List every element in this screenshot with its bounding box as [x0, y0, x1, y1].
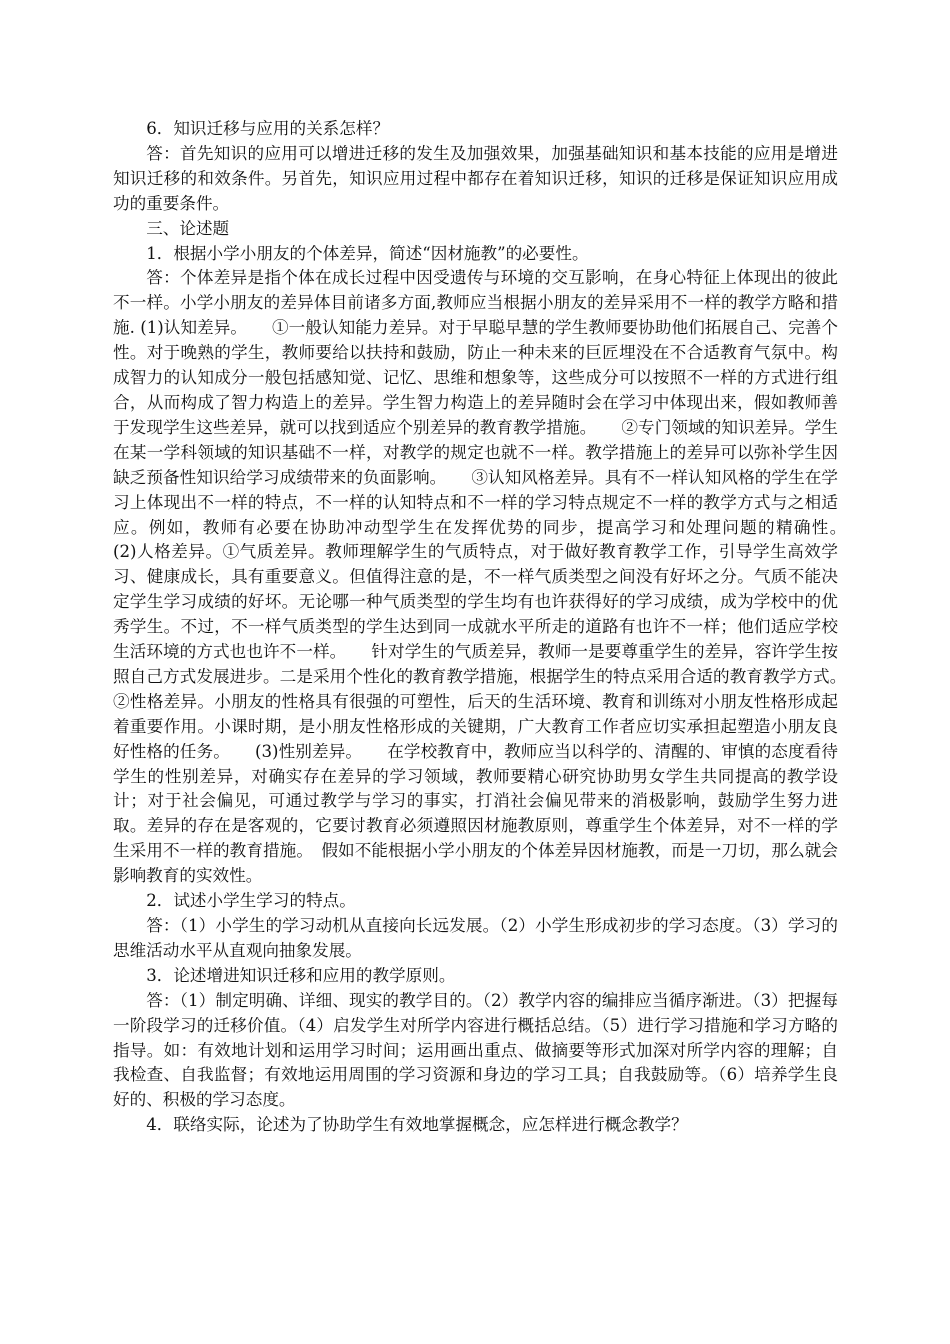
answer-6: 答：首先知识的应用可以增进迁移的发生及加强效果，加强基础知识和基本技能的应用是增进知识迁移的和效条件。另首先，知识应用过程中都存在着知识迁移，知识的迁移是保证知识应用成功的重要条件。	[113, 143, 838, 213]
essay-answer-3: 答：（1）制定明确、详细、现实的教学目的。（2）教学内容的编排应当循序渐进。（3）把握每一阶段学习的迁移价值。（4）启发学生对所学内容进行概括总结。（5）进行学习措施和学习方略的指导。如：有效地计划和运用学习时间；运用画出重点、做摘要等形式加深对所学内容的理解；自我检查、自我监督；有效地运用周围的学习资源和身边的学习工具；自我鼓励等。（6）培养学生良好的、积极的学习态度。	[113, 990, 838, 1110]
essay-answer-2: 答：（1）小学生的学习动机从直接向长远发展。（2）小学生形成初步的学习态度。（3）学习的思维活动水平从直观向抽象发展。	[113, 916, 838, 960]
essay-question-2: 2．试述小学生学习的特点。	[146, 891, 356, 911]
document-body	[113, 117, 872, 1138]
essay-question-4: 4．联络实际，论述为了协助学生有效地掌握概念，应怎样进行概念教学？	[146, 1115, 688, 1135]
essay-question-1: 1．根据小学小朋友的个体差异，简述“因材施教”的必要性。	[146, 243, 589, 263]
question-6-heading: 6．知识迁移与应用的关系怎样？	[146, 119, 390, 138]
essay-answer-1: 答：个体差异是指个体在成长过程中因受遗传与环境的交互影响，在身心特征上体现出的彼此不一样。小学小朋友的差异体目前诸多方面,教师应当根据小朋友的差异采用不一样的教学方略和措施. (1)认知差异。 ①一般认知能力差异。对于早聪早慧的学生教师要协助他们拓展自己、完善个性。对于晚熟的学生，教师要给以扶持和鼓励，防止一种未来的巨匠埋没在不合适教育气氛中。构成智力的认知成分一般包括感知觉、记忆、思维和想象等，这些成分可以按照不一样的方式进行组合，从而构成了智力构造上的差异。学生智力构造上的差异随时会在学习中体现出来，假如教师善于发现学生这些差异，就可以找到适应个别差异的教育教学措施。 ②专门领域的知识差异。学生在某一学科领域的知识基础不一样，对教学的规定也就不一样。教学措施上的差异可以弥补学生因缺乏预备性知识给学习成绩带来的负面影响。 ③认知风格差异。具有不一样认知风格的学生在学习上体现出不一样的特点，不一样的认知特点和不一样的学习特点规定不一样的教学方式与之相适应。例如，教师有必要在协助冲动型学生在发挥优势的同步，提高学习和处理问题的精确性。 (2)人格差异。①气质差异。教师理解学生的气质特点，对于做好教育教学工作，引导学生高效学习、健康成长，具有重要意义。但值得注意的是，不一样气质类型之间没有好坏之分。气质不能决定学生学习成绩的好坏。无论哪一种气质类型的学生均有也许获得好的学习成绩，成为学校中的优秀学生。不过，不一样气质类型的学生达到同一成就水平所走的道路有也许不一样；他们适应学校生活环境的方式也也许不一样。 针对学生的气质差异，教师一是要尊重学生的差异，容许学生按照自己方式发展进步。二是采用个性化的教育教学措施，根据学生的特点采用合适的教育教学方式。 ②性格差异。小朋友的性格具有很强的可塑性，后天的生活环境、教育和训练对小朋友性格形成起着重要作用。小课时期，是小朋友性格形成的关键期，广大教育工作者应切实承担起塑造小朋友良好性格的任务。 (3)性别差异。 在学校教育中，教师应当以科学的、清醒的、审慎的态度看待学生的性别差异，对确实存在差异的学习领域，教师要精心研究协助男女学生共同提高的教学设计；对于社会偏见，可通过教学与学习的事实，打消社会偏见带来的消极影响，鼓励学生努力进取。差异的存在是客观的，它要讨教育必须遵照因材施教原则，尊重学生个体差异，对不一样的学生采用不一样的教育措施。 假如不能根据小学小朋友的个体差异因材施教，而是一刀切，那么就会影响教育的实效性。	[113, 268, 872, 886]
section-heading-essay: 三、论述题	[146, 218, 230, 238]
essay-question-3: 3．论述增进知识迁移和应用的教学原则。	[146, 965, 456, 985]
